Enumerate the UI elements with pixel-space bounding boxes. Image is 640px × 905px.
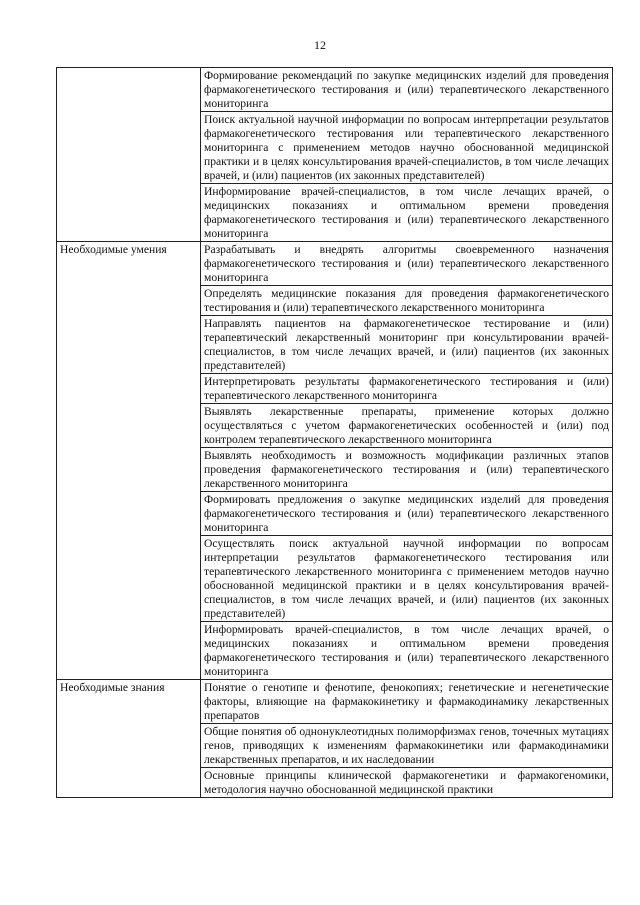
table-cell: Информирование врачей-специалистов, в том числе лечащих врачей, о медицинских показаниях и оптимальном времени проведения фармакогенетического тестирования и (или) терапевтического лекарственного мониторинга [201, 184, 613, 242]
table-cell: Формировать предложения о закупке медицинских изделий для проведения фармакогенетического тестирования и (или) терапевтического лекарственного мониторинга [201, 492, 613, 536]
table-row [57, 68, 613, 112]
table-cell: Выявлять необходимость и возможность модификации различных этапов проведения фармакогенетического тестирования и (или) терапевтического лекарственного мониторинга [201, 448, 613, 492]
table-cell: Понятие о генотипе и фенотипе, фенокопиях; генетические и негенетические факторы, влияющие на фармакокинетику и фармакодинамику лекарственных препаратов [201, 680, 613, 724]
row-label: Необходимые знания [57, 680, 201, 798]
table-cell: Интерпретировать результаты фармакогенетического тестирования и (или) терапевтического лекарственного мониторинга [201, 374, 613, 404]
table-cell: Информировать врачей-специалистов, в том числе лечащих врачей, о медицинских показаниях и оптимальном времени проведения фармакогенетического тестирования и (или) терапевтического лекарственного мониторинга [201, 622, 613, 680]
table-cell: Разрабатывать и внедрять алгоритмы своевременного назначения фармакогенетического тестирования и (или) терапевтического лекарственного мониторинга [201, 242, 613, 286]
row-label [57, 68, 201, 242]
table-cell: Формирование рекомендаций по закупке медицинских изделий для проведения фармакогенетического тестирования и (или) терапевтического лекарственного мониторинга [201, 68, 613, 112]
table-cell: Определять медицинские показания для проведения фармакогенетического тестирования и (или) терапевтического лекарственного мониторинга [201, 286, 613, 316]
table-cell: Выявлять лекарственные препараты, применение которых должно осуществляться с учетом фармакогенетических особенностей и (или) под контролем терапевтического лекарственного мониторинга [201, 404, 613, 448]
table-cell: Поиск актуальной научной информации по вопросам интерпретации результатов фармакогенетического тестирования или терапевтического лекарственного мониторинга с применением методов научно обоснованной медицинской практики и в целях консультирования врачей-специалистов, в том числе лечащих врачей, и (или) пациентов (их законных представителей) [201, 112, 613, 184]
table-cell: Основные принципы клинической фармакогенетики и фармакогеномики, методология научно обоснованной медицинской практики [201, 768, 613, 798]
table-cell: Осуществлять поиск актуальной научной информации по вопросам интерпретации результатов фармакогенетического тестирования или терапевтического лекарственного мониторинга с применением методов научно обоснованной медицинской практики и в целях консультирования врачей-специалистов, в том числе лечащих врачей, и (или) пациентов (их законных представителей) [201, 536, 613, 622]
table-row [57, 680, 613, 724]
page-number: 12 [314, 38, 326, 52]
spec-table [56, 67, 613, 798]
table-cell: Направлять пациентов на фармакогенетическое тестирование и (или) терапевтический лекарственный мониторинг при консультировании врачей-специалистов, в том числе лечащих врачей, и (или) пациентов (их законных представителей) [201, 316, 613, 374]
table-row [57, 242, 613, 286]
row-label: Необходимые умения [57, 242, 201, 680]
table-cell: Общие понятия об однонуклеотидных полиморфизмах генов, точечных мутациях генов, приводящих к изменениям фармакокинетики или фармакодинамики лекарственных препаратов, и их наследовании [201, 724, 613, 768]
